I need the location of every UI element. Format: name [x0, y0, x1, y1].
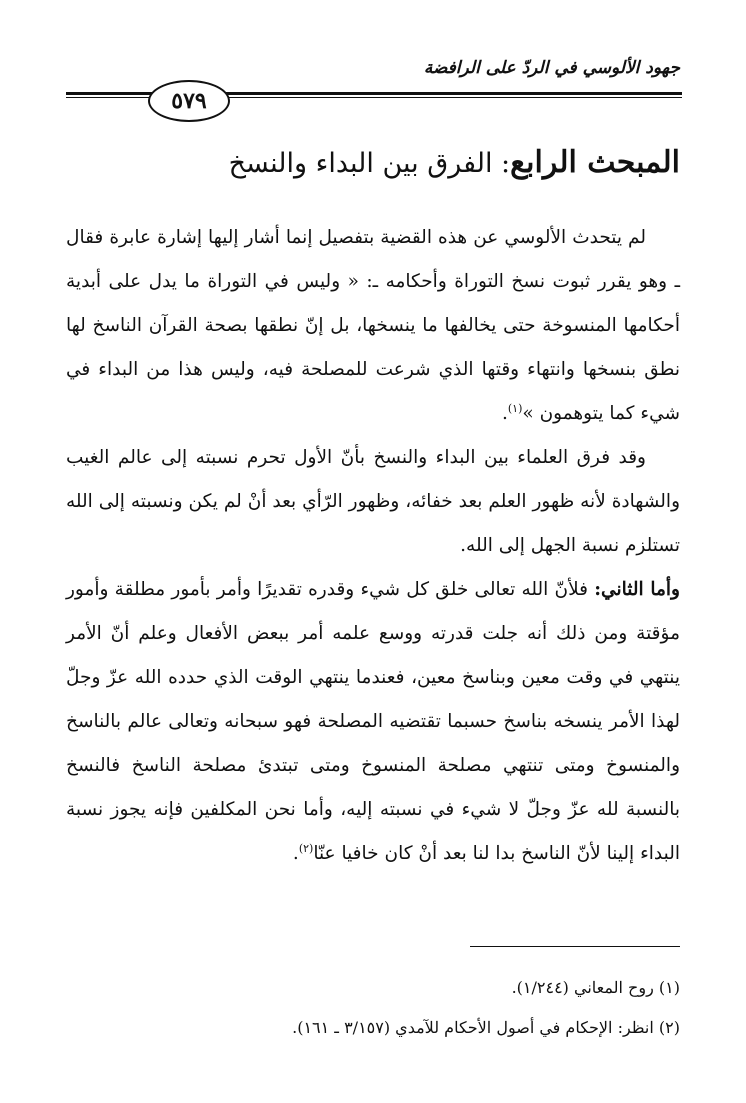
footnote-separator	[470, 946, 680, 947]
body-text	[66, 216, 680, 876]
section-title	[229, 145, 680, 180]
paragraph-3-lead: وأما الثاني:	[594, 579, 680, 600]
footnote-ref-2: (٢)	[298, 841, 314, 855]
running-header: جهود الألوسي في الردّ على الرافضة	[423, 58, 680, 78]
page-number-badge	[148, 80, 230, 122]
paragraph-2: وقد فرق العلماء بين البداء والنسخ بأنّ الأول تحرم نسبته إلى عالم الغيب والشهادة لأنه ظهور العلم بعد خفائه، وظهور الرّأي بعد أنْ لم يكن ونسبته إلى الله تستلزم نسبة الجهل إلى الله.	[66, 447, 680, 556]
page-number: ٥٧٩	[171, 88, 207, 114]
footnote-2: (٢) انظر: الإحكام في أصول الأحكام للآمدي (٣/١٥٧ ـ ١٦١).	[292, 1018, 680, 1037]
footnote-ref-1: (١)	[507, 401, 523, 415]
footnote-1: (١) روح المعاني (١/٢٤٤).	[511, 978, 680, 997]
paragraph-1	[66, 216, 680, 436]
paragraph-3-text: فلأنّ الله تعالى خلق كل شيء وقدره تقديرًا وأمر بأمور مطلقة وأمور مؤقتة ومن ذلك أنه جلت قدرته ووسع علمه أمر ببعض الأفعال وعلم أنّ الأمر ينتهي في وقت معين وبناسخ معين، فعندما ينتهي الوقت الذي حدده الله عزّ وجلّ لهذا الأمر ينسخه بناسخ حسبما تقتضيه المصلحة فهو سبحانه وتعالى عالم بالناسخ والمنسوخ ومتى تنتهي مصلحة المنسوخ ومتى تبتدئ مصلحة الناسخ فالنسخ بالنسبة لله عزّ وجلّ لا شيء في نسبته إليه، وأما نحن المكلفين فإنه يجوز نسبة البداء إلينا لأنّ الناسخ بدا لنا بعد أنْ كان خافيا عنّا	[66, 579, 680, 864]
paragraph-3	[66, 568, 680, 876]
footnotes	[66, 968, 680, 1048]
paragraph-1-end: .	[501, 403, 508, 424]
section-label: المبحث الرابع	[510, 145, 680, 180]
paragraph-1-text: لم يتحدث الألوسي عن هذه القضية بتفصيل إنما أشار إليها إشارة عابرة فقال ـ وهو يقرر ثبوت نسخ التوراة وأحكامه ـ: « وليس في التوراة ما يدل على أبدية أحكامها المنسوخة حتى يخالفها ما ينسخها، بل إنّ نطقها بصحة القرآن الناسخ لها نطق بنسخها وانتهاء وقتها الذي شرعت للمصلحة فيه، وليس هذا من البداء في شيء كما يتوهمون »	[66, 227, 680, 424]
paragraph-3-end: .	[292, 843, 299, 864]
section-title-text: : الفرق بين البداء والنسخ	[228, 148, 511, 179]
